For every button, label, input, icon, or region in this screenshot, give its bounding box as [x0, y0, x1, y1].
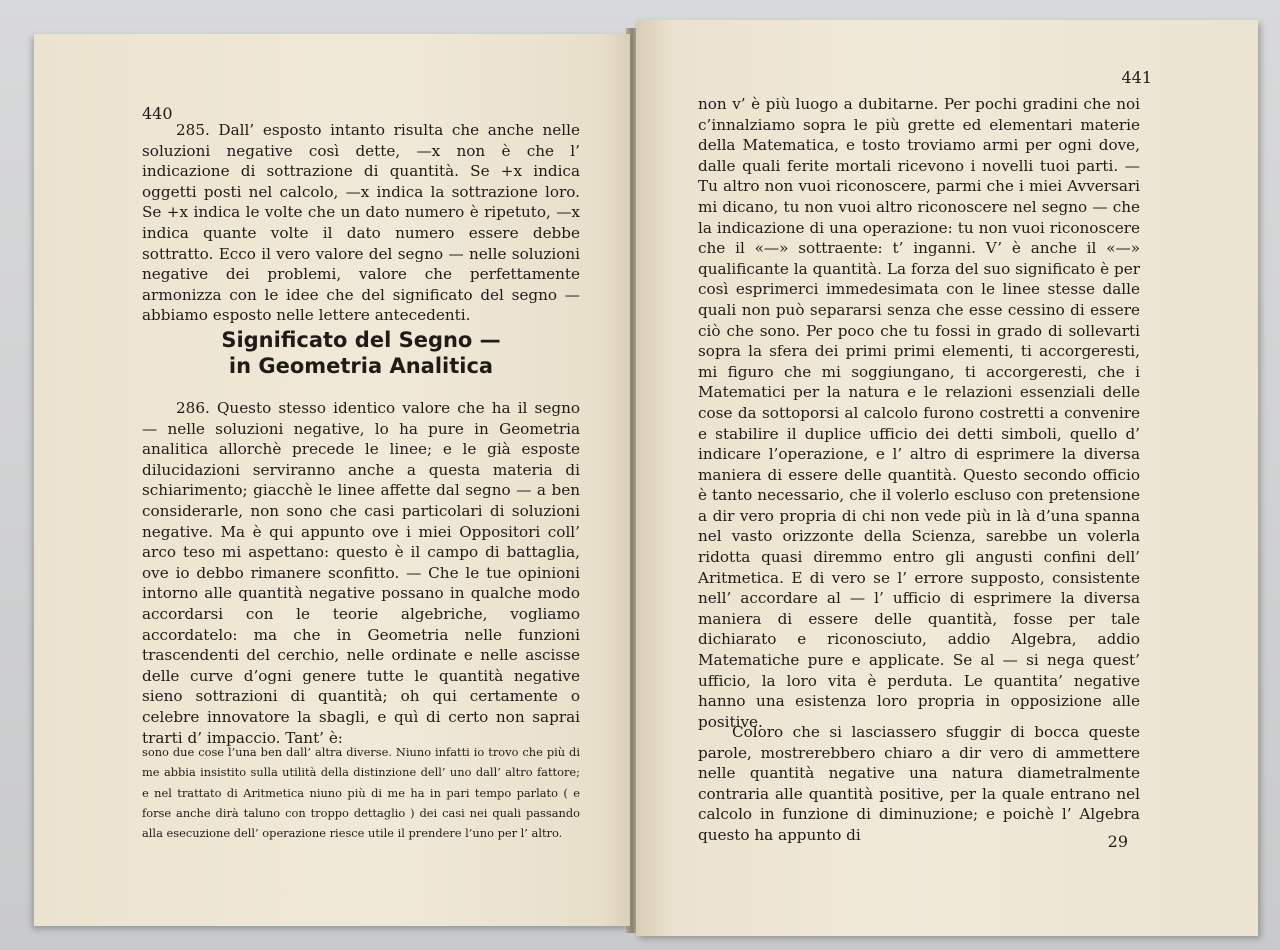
paragraph-285: [142, 120, 580, 326]
footnote: [142, 742, 580, 843]
left-page: [34, 34, 630, 926]
page-number-left: 440: [142, 104, 173, 123]
paragraph-286-text: 286. Questo stesso identico valore che ha il segno — nelle soluzioni negative, lo ha pure in Geometria analitica allorchè precede le linee; e le già esposte dilucidazioni serviranno anche a questa materia di schiarimento; giacchè le linee affette dal segno — a ben considerarle, non sono che casi particolari di soluzioni negative. Ma è qui appunto ove i miei Oppositori coll’ arco teso mi aspettano: questo è il campo di battaglia, ove io debbo rimanere sconfitto. — Che le tue opinioni intorno alle quantità negative possano in qualche modo accordarsi con le teorie algebriche, vogliamo accordatelo: ma che in Geometria nelle funzioni trascendenti del cerchio, nelle ordinate e nelle ascisse delle curve d’ogni genere tutte le quantità negative sieno sottrazioni di quantità; oh qui certamente o celebre innovatore la sbagli, e quì di certo non saprai trarti d’ impaccio. Tant’ è:: [142, 399, 580, 747]
right-page: [636, 20, 1258, 936]
paragraph-next: [698, 722, 1140, 846]
paragraph-286: [142, 398, 580, 748]
footnote-text: sono due cose l’una ben dall’ altra diverse. Niuno infatti io trovo che più di me abbia insistito sulla utilità della distinzione dell’ uno dall’ altro fattore; e nel trattato di Aritmetica niuno più di me ha in pari tempo parlato ( e forse anche dirà taluno con troppo dettaglio ) dei casi nei quali passando alla esecuzione dell’ operazione riesce utile il prendere l’uno per l’ altro.: [142, 745, 580, 841]
heading-line-2: in Geometria Analitica: [228, 354, 494, 378]
paragraph-285-text: 285. Dall’ esposto intanto risulta che anche nelle soluzioni negative così dette, —x non è che l’ indicazione di sottrazione di quantità. Se +x indica oggetti posti nel calcolo, —x indica la sottrazione loro. Se +x indica le volte che un dato numero è ripetuto, —x indica quante volte il dato numero essere debbe sottratto. Ecco il vero valore del segno — nelle soluzioni negative dei problemi, valore che perfettamente armonizza con le idee che del significato del segno — abbiamo esposto nelle lettere antecedenti.: [142, 121, 580, 325]
paragraph-continued-text: non v’ è più luogo a dubitarne. Per pochi gradini che noi c’innalziamo sopra le più grette ed elementari materie della Matematica, e tosto troviamo armi per ogni dove, dalle quali ferite mortali ricevono i novelli tuoi parti. — Tu altro non vuoi riconoscere, parmi che i miei Avversari mi dicano, tu non vuoi altro riconoscere nel segno — che la indicazione di una operazione: tu non vuoi riconoscere che il «—» sottraente: t’ inganni. V’ è anche il «—» qualificante la quantità. La forza del suo significato è per così esprimerci immedesimata con le linee stesse dalle quali non può separarsi senza che esse cessino di essere ciò che sono. Per poco che tu fossi in grado di sollevarti sopra la sfera dei primi primi elementi, ti accorgeresti, mi figuro che mi soggiungano, ti accorgeresti, che i Matematici per la natura e le relazioni essenziali delle cose da sottoporsi al calcolo furono costretti a convenire e stabilire il duplice ufficio dei detti simboli, quello d’ indicare l’operazione, e l’ altro di esprimere la diversa maniera di essere delle quantità. Questo secondo officio è tanto necessario, che il volerlo escluso con pretensione a dir vero propria di chi non vede più in là d’una spanna nel vasto orizzonte della Scienza, sarebbe un volerla ridotta quasi diremmo entro gli angusti confini dell’ Aritmetica. E di vero se l’ errore supposto, consistente nell’ accordare al — l’ ufficio di esprimere la diversa maniera di essere delle quantità, fosse per tale dichiarato e riconosciuto, addio Algebra, addio Matematiche pure e applicate. Se al — si nega quest’ ufficio, la loro vita è perduta. Le quantita’ negative hanno una esistenza loro propria in opposizione alle positive.: [698, 95, 1140, 731]
signature-mark: 29: [1107, 832, 1128, 851]
section-heading: [142, 327, 580, 379]
heading-line-1: Significato del Segno —: [221, 328, 501, 352]
paragraph-continued: [698, 94, 1140, 732]
paragraph-next-text: Coloro che si lasciassero sfuggir di bocca queste parole, mostrerebbero chiaro a dir vero di ammettere nelle quantità negative una natura diametralmente contraria alle quantità positive, per la quale entrano nel calcolo in funzione di diminuzione; e poichè l’ Algebra questo ha appunto di: [698, 723, 1140, 844]
page-number-right: 441: [1121, 68, 1152, 87]
